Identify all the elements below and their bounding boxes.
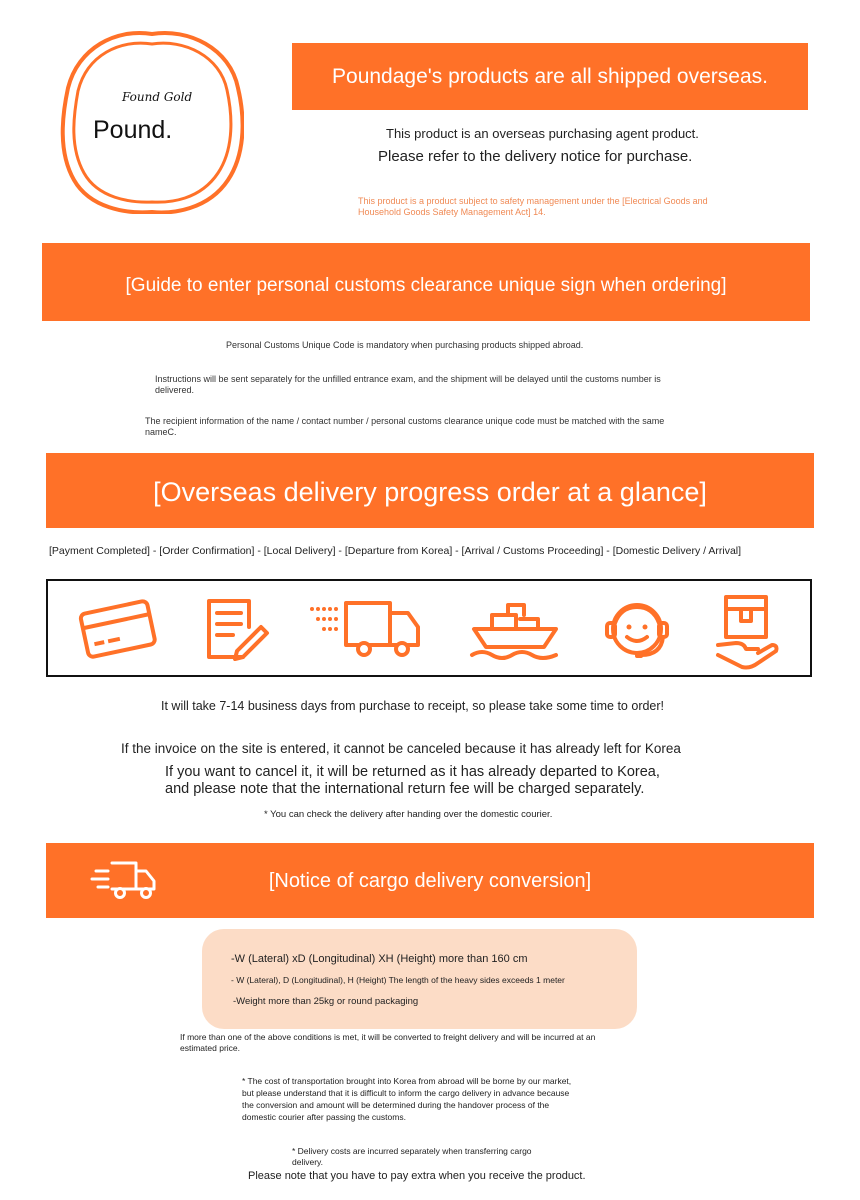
brand-logo <box>60 30 244 214</box>
cost-note-line4: domestic courier after passing the customs. <box>242 1112 406 1122</box>
document-pen-icon <box>203 597 273 663</box>
cost-note-line1: * The cost of transportation brought into Korea from abroad will be borne by our market, <box>242 1076 572 1086</box>
delivery-progress-banner <box>46 453 814 528</box>
recipient-match-line2: nameC. <box>145 427 177 437</box>
lead-time-notice: It will take 7-14 business days from purchase to receipt, so please take some time to order! <box>161 699 665 713</box>
customs-instructions-line2: delivered. <box>155 385 195 395</box>
cost-note-line3: the conversion and amount will be determined during the handover process of the <box>242 1100 550 1110</box>
condition-size: -W (Lateral) xD (Longitudinal) XH (Height) more than 160 cm <box>231 953 528 965</box>
delivery-truck-icon <box>306 599 424 663</box>
customs-guide-banner <box>42 243 810 321</box>
customs-guide-banner-text: [Guide to enter personal customs clearance unique sign when ordering] <box>125 275 727 296</box>
customs-instructions-line1: Instructions will be sent separately for the unfilled entrance exam, and the shipment will be delayed until the customs number is <box>155 374 661 384</box>
brand-tagline: Found Gold <box>122 90 193 104</box>
cargo-conversion-banner-text: [Notice of cargo delivery conversion] <box>268 870 592 892</box>
safety-notice-line2: Household Goods Safety Management Act] 14. <box>358 207 546 217</box>
freight-conversion-line2: estimated price. <box>180 1043 240 1053</box>
package-hand-icon <box>714 593 780 671</box>
pay-extra-notice: Please note that you have to pay extra when you receive the product. <box>248 1170 586 1182</box>
cancel-notice-line2: If you want to cancel it, it will be returned as it has already departed to Korea, <box>165 764 660 780</box>
condition-weight: -Weight more than 25kg or round packaging <box>233 996 419 1007</box>
extra-cost-line2: delivery. <box>292 1157 324 1167</box>
overseas-agent-notice: This product is an overseas purchasing agent product. <box>386 126 699 141</box>
cargo-ship-icon <box>468 599 564 663</box>
tracking-note: * You can check the delivery after handing over the domestic courier. <box>264 809 553 820</box>
cancel-notice-line1: If the invoice on the site is entered, it cannot be canceled because it has already left for Korea <box>121 741 681 756</box>
brand-name: Pound. <box>93 116 173 144</box>
overseas-shipping-banner-text: Poundage's products are all shipped overseas. <box>332 65 768 88</box>
cargo-conversion-banner <box>46 843 814 918</box>
extra-cost-line1: * Delivery costs are incurred separately when transferring cargo <box>292 1146 532 1156</box>
progress-icons-strip <box>46 579 812 677</box>
recipient-match-line1: The recipient information of the name / contact number / personal customs clearance unique code must be matched with the same <box>145 416 665 426</box>
credit-card-icon <box>78 597 158 663</box>
freight-conversion-line1: If more than one of the above conditions is met, it will be converted to freight delivery and will be incurred at an <box>180 1032 596 1042</box>
customs-code-mandatory-text: Personal Customs Unique Code is mandatory when purchasing products shipped abroad. <box>226 340 584 350</box>
overseas-shipping-banner <box>292 43 808 110</box>
delivery-progress-banner-text: [Overseas delivery progress order at a glance] <box>153 477 707 507</box>
progress-steps-text: [Payment Completed] - [Order Confirmation] - [Local Delivery] - [Departure from Korea] - [Arrival / Customs Proceeding] - [Domestic Delivery / Arrival] <box>49 545 742 557</box>
safety-notice-line1: This product is a product subject to safety management under the [Electrical Goods and <box>358 196 708 206</box>
support-agent-icon <box>601 597 673 665</box>
cost-note-line2: but please understand that it is difficult to inform the cargo delivery in advance because <box>242 1088 570 1098</box>
delivery-notice-reference: Please refer to the delivery notice for purchase. <box>378 148 693 165</box>
cancel-notice-line3: and please note that the international return fee will be charged separately. <box>165 781 645 797</box>
condition-side-length: - W (Lateral), D (Longitudinal), H (Height) The length of the heavy sides exceeds 1 meter <box>231 975 565 985</box>
